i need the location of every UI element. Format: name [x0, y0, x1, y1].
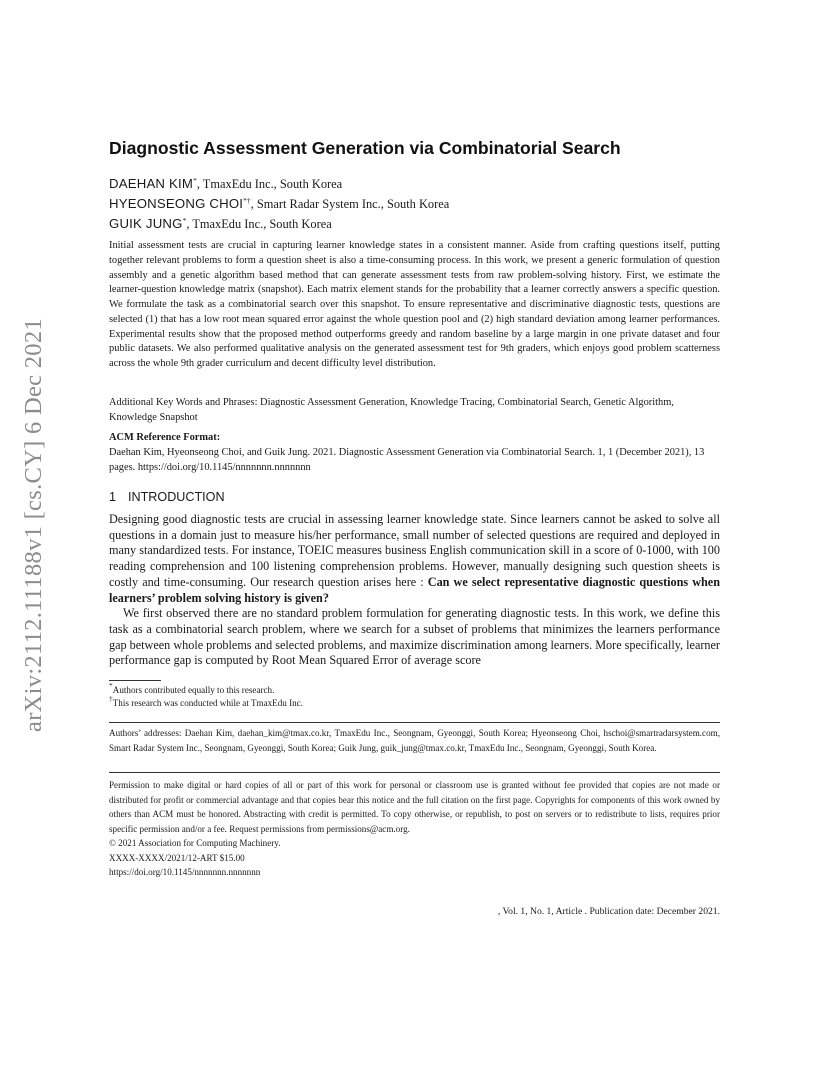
intro-paragraph: We first observed there are no standard problem formulation for generating diagnostic tests. In this work, we define this task as a combinatorial search problem, where we search for a subset of problems that minimizes the learners performance gap between whole problems and selected problems, and maximize discrimination among learners. More specifically, learner performance gap is computed by Root Mean Squared Error of average score [109, 606, 720, 668]
section-number: 1 [109, 490, 117, 504]
author-name: HYEONSEONG CHOI [109, 196, 244, 211]
author-entry [109, 214, 449, 234]
doi-line: https://doi.org/10.1145/nnnnnnn.nnnnnnn [109, 867, 261, 877]
arxiv-identifier-text: arXiv:2112.11188v1 [cs.CY] 6 Dec 2021 [20, 318, 48, 732]
footnote-mark: † [109, 694, 113, 703]
acm-reference-text: Daehan Kim, Hyeonseong Choi, and Guik Jung. 2021. Diagnostic Assessment Generation via Combinatorial Search. 1, 1 (December 2021), 13 pages. https://doi.org/10.1145/nnnnnnn.nnnnnnn [109, 446, 705, 473]
intro-paragraph-text: Designing good diagnostic tests are crucial in assessing learner knowledge state. Since learners cannot be asked to solve all questions in a domain just to measure his/her performance, small number of selected questions are required and deployed in many standardized tests. For instance, TOEIC measures business English communication skill in a score of 0-1000, with 100 reading comprehension and 100 listening comprehension problems. However, manually designing such question sheets is costly and time-consuming. Our research question arises here : [109, 512, 720, 589]
author-entry [109, 194, 449, 214]
author-mark: * [193, 176, 197, 185]
permission-notice [109, 772, 720, 880]
research-question: Can we select representative diagnostic questions when learners’ problem solving history is given? [109, 574, 720, 605]
footnote [109, 681, 720, 697]
author-affiliation: , TmaxEdu Inc., South Korea [196, 177, 343, 191]
acm-reference-heading: ACM Reference Format: [109, 432, 221, 443]
footnotes [109, 681, 720, 710]
section-title: INTRODUCTION [128, 490, 225, 504]
introduction-body [109, 512, 720, 669]
permission-text: Permission to make digital or hard copies of all or part of this work for personal or classroom use is granted without fee provided that copies are not made or distributed for profit or commercial advantage and that copies bear this notice and the full citation on the first page. Copyrights for components of this work owned by others than ACM must be honored. Abstracting with credit is permitted. To copy otherwise, or republish, to post on servers or to redistribute to lists, requires prior specific permission and/or a fee. Request permissions from permissions@acm.org. [109, 780, 720, 834]
footnote [109, 694, 720, 710]
acm-reference-format [109, 431, 720, 475]
author-name: GUIK JUNG [109, 216, 183, 231]
section-heading [109, 490, 225, 504]
author-entry [109, 174, 449, 194]
footnote-text: This research was conducted while at TmaxEdu Inc. [112, 698, 303, 708]
arxiv-identifier-stamp [14, 290, 54, 760]
intro-paragraph [109, 512, 720, 606]
author-mark: * [182, 216, 187, 225]
footnote-divider [109, 680, 161, 681]
author-affiliation: , Smart Radar System Inc., South Korea [250, 197, 450, 211]
paper-title: Diagnostic Assessment Generation via Combinatorial Search [109, 138, 621, 158]
footnote-mark: * [109, 681, 113, 690]
author-name: DAEHAN KIM [109, 176, 194, 191]
author-addresses: Authors’ addresses: Daehan Kim, daehan_kim@tmax.co.kr, TmaxEdu Inc., Seongnam, Gyeonggi, South Korea; Hyeonseong Choi, hschoi@smartradarsystem.com, Smart Radar System Inc., Seongnam, Gyeonggi, South Korea; Guik Jung, guik_jung@tmax.co.kr, TmaxEdu Inc., Seongnam, Gyeonggi, South Korea. [109, 722, 720, 755]
keywords: Additional Key Words and Phrases: Diagnostic Assessment Generation, Knowledge Tracing, Combinatorial Search, Genetic Algorithm, Knowledge Snapshot [109, 397, 674, 423]
author-block [109, 174, 449, 234]
copyright-line: © 2021 Association for Computing Machinery. [109, 838, 281, 848]
abstract: Initial assessment tests are crucial in capturing learner knowledge states in a consistent manner. Aside from crafting questions itself, putting together relevant problems to form a question sheet is also a time-consuming process. In this work, we present a generic formulation of question assembly and a genetic algorithm based method that can generate assessment tests from raw problem-solving history. First, we estimate the learner-question knowledge matrix (snapshot). Each matrix element stands for the probability that a learner correctly answers a specific question. We formulate the task as a combinatorial search over this snapshot. To ensure representative and discriminative diagnostic tests, questions are selected (1) that has a low root mean squared error against the whole question pool and (2) high standard deviation among learner performances. Experimental results show that the proposed method outperforms greedy and random baseline by a large margin in one private dataset and four public datasets. We also performed qualitative analysis on the generated assessment test for 9th graders, which enjoys good problem scatterness across the whole 9th grader curriculum and decent difficulty level distribution. [109, 240, 720, 369]
footnote-text: Authors contributed equally to this research. [112, 685, 275, 695]
author-affiliation: , TmaxEdu Inc., South Korea [186, 217, 332, 231]
running-footer: , Vol. 1, No. 1, Article . Publication date: December 2021. [497, 906, 720, 917]
issn-line: XXXX-XXXX/2021/12-ART $15.00 [109, 852, 245, 863]
author-mark: *† [243, 196, 251, 205]
